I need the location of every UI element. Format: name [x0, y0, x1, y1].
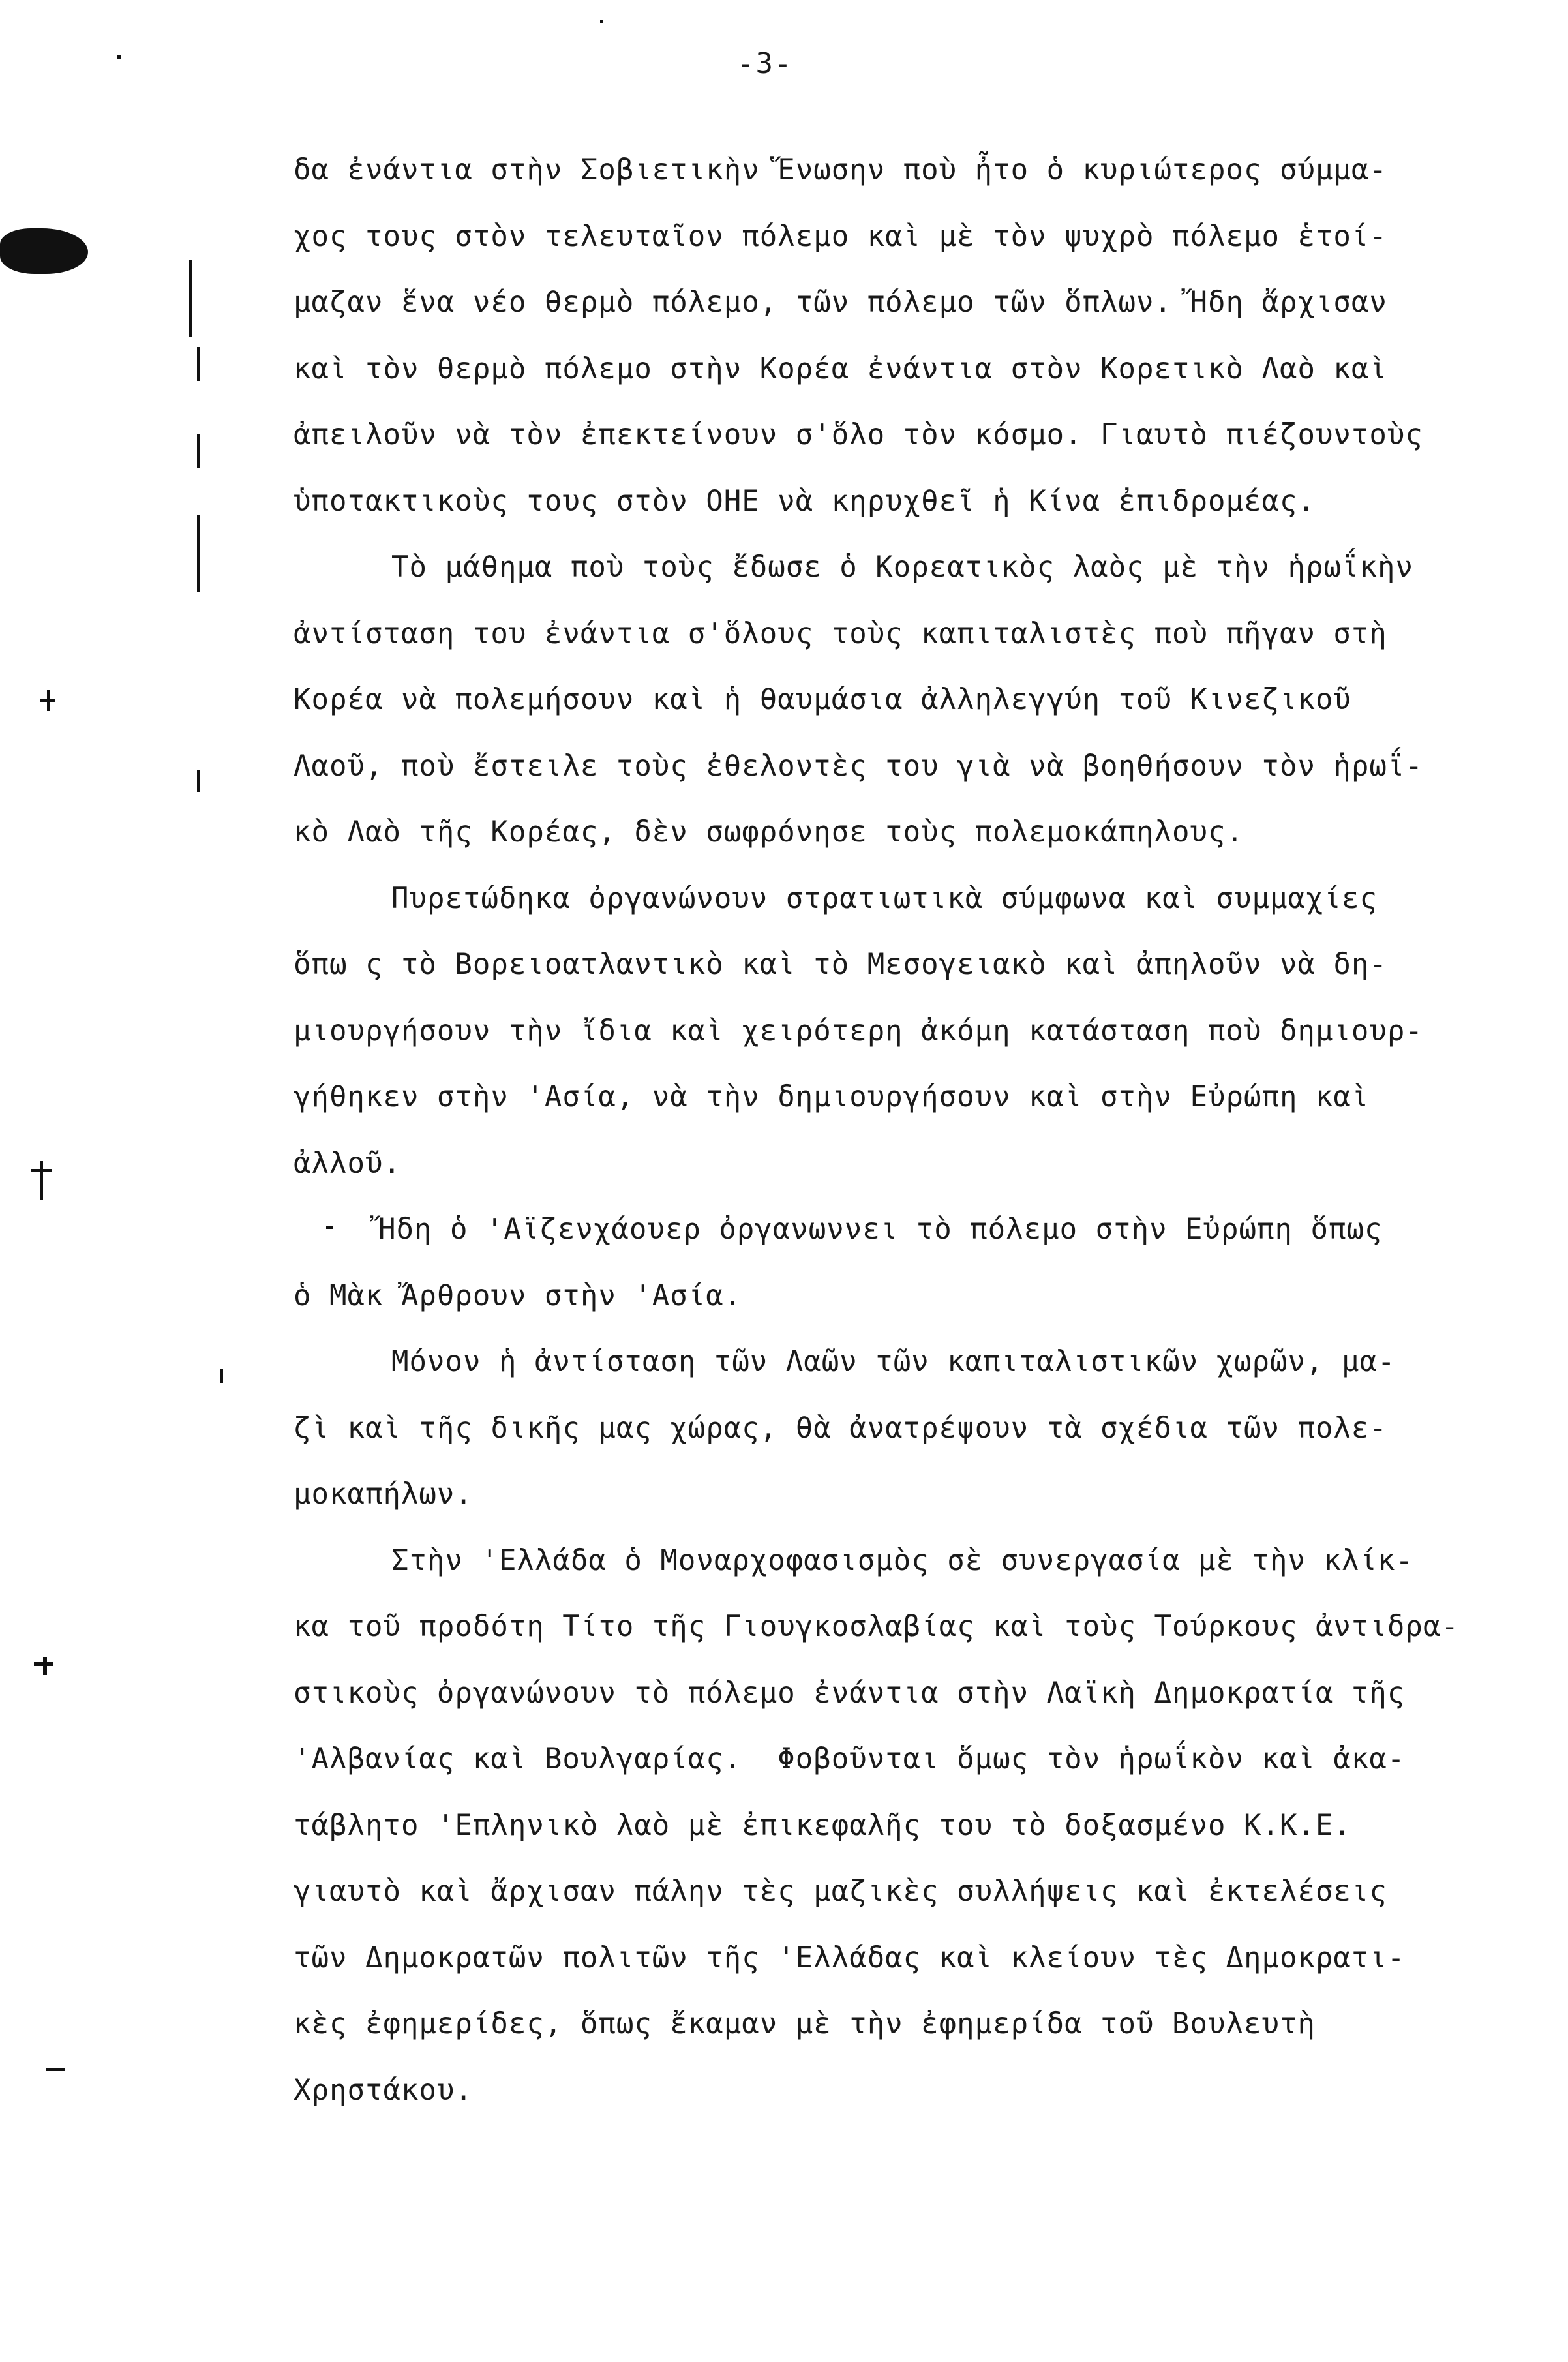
text-line: κὲς ἐφημερίδες, ὅπως ἔκαμαν μὲ τὴν ἐφημερίδα τοῦ Βουλευτὴ [294, 2007, 1316, 2040]
text-line: ζὶ καὶ τῆς δικῆς μας χώρας, θὰ ἀνατρέψουν τὰ σχέδια τῶν πολε- [294, 1411, 1387, 1445]
text-line: 'Αλβανίας καὶ Βουλγαρίας. Φοβοῦνται ὅμως τὸν ἡρωΐκὸν καὶ ἀκα- [294, 1742, 1406, 1776]
text-line: ἀντίσταση του ἐνάντια σ'ὅλους τοὺς καπιταλιστὲς ποὺ πῆγαν στὴ [294, 616, 1387, 650]
text-line: ὑποτακτικοὺς τους στὸν ΟΗΕ νὰ κηρυχθεῖ ἡ Κίνα ἐπιδρομέας. [294, 484, 1316, 518]
margin-tick [117, 55, 121, 59]
text-line: ὅπω ς τὸ Βορειοατλαντικὸ καὶ τὸ Μεσογειακὸ καὶ ἀπηλοῦν νὰ δη- [294, 948, 1387, 981]
text-line: στικοὺς ὀργανώνουν τὸ πόλεμο ἐνάντια στὴν Λαϊκὴ Δημοκρατία τῆς [294, 1676, 1406, 1710]
text-line: ἀπειλοῦν νὰ τὸν ἐπεκτείνουν σ'ὅλο τὸν κόσμο. Γιαυτὸ πιέζουντοὺς [294, 418, 1423, 451]
text-line: Πυρετώδηκα ὀργανώνουν στρατιωτικὰ σύμφωνα καὶ συμμαχίες [391, 881, 1378, 915]
text-line: γιαυτὸ καὶ ἄρχισαν πάλην τὲς μαζικὲς συλλήψεις καὶ ἐκτελέσεις [294, 1875, 1387, 1908]
text-line: Κορέα νὰ πολεμήσουν καὶ ἡ θαυμάσια ἀλληλεγγύη τοῦ Κινεζικοῦ [294, 683, 1351, 716]
text-line: Τὸ μάθημα ποὺ τοὺς ἔδωσε ὁ Κορεατικὸς λαὸς μὲ τὴν ἡρωΐκὴν [391, 551, 1413, 584]
margin-line [189, 260, 192, 337]
text-line: τάβλητο 'Επληνικὸ λαὸ μὲ ἐπικεφαλῆς του τὸ δοξασμένο Κ.Κ.Ε. [294, 1808, 1351, 1842]
text-line: χος τους στὸν τελευταῖον πόλεμο καὶ μὲ τὸν ψυχρὸ πόλεμο ἑτοί- [294, 219, 1387, 253]
margin-line [197, 515, 200, 592]
margin-tick [43, 1657, 47, 1675]
text-line: καὶ τὸν θερμὸ πόλεμο στὴν Κορέα ἐνάντια στὸν Κορετικὸ Λαὸ καὶ [294, 352, 1387, 386]
text-line: ἀλλοῦ. [294, 1146, 401, 1180]
margin-tick [47, 690, 50, 711]
page-number: -3- [737, 47, 793, 80]
margin-tick [40, 1161, 43, 1200]
text-line: μαζαν ἕνα νέο θερμὸ πόλεμο, τῶν πόλεμο τῶν ὅπλων. Ἤδη ἄρχισαν [294, 286, 1387, 319]
margin-line [197, 770, 200, 792]
text-line: μιουργήσουν τὴν ἴδια καὶ χειρότερη ἀκόμη κατάσταση ποὺ δημιουρ- [294, 1014, 1423, 1048]
margin-tick [46, 2068, 65, 2071]
text-line: Στὴν 'Ελλάδα ὁ Μοναρχοφασισμὸς σὲ συνεργασία μὲ τὴν κλίκ- [391, 1543, 1413, 1577]
margin-tick [220, 1369, 223, 1383]
text-line: κα τοῦ προδότη Τίτο τῆς Γιουγκοσλαβίας καὶ τοὺς Τούρκους ἀντιδρα- [294, 1610, 1459, 1643]
text-line: κὸ Λαὸ τῆς Κορέας, δὲν σωφρόνησε τοὺς πολεμοκάπηλους. [294, 815, 1244, 849]
body-text [294, 137, 1526, 2123]
text-line: μοκαπήλων. [294, 1477, 473, 1511]
text-line: τῶν Δημοκρατῶν πολιτῶν τῆς 'Ελλάδας καὶ κλείουν τὲς Δημοκρατι- [294, 1941, 1406, 1975]
text-line: ὁ Μὰκ Ἄρθρουν στὴν 'Ασία. [294, 1279, 742, 1312]
text-line: δα ἐνάντια στὴν Σοβιετικὴν Ἕνωσην ποὺ ἦτο ὁ κυριώτερος σύμμα- [294, 153, 1387, 187]
margin-line [197, 347, 200, 381]
text-line: Ἤδη ὁ 'Αϊζενχάουερ ὀργανωννει τὸ πόλεμο στὴν Εὐρώπη ὅπως [378, 1213, 1383, 1246]
text-line: γήθηκεν στὴν 'Ασία, νὰ τὴν δημιουργήσουν καὶ στὴν Εὐρώπη καὶ [294, 1080, 1370, 1113]
text-line: Μόνον ἡ ἀντίσταση τῶν Λαῶν τῶν καπιταλιστικῶν χωρῶν, μα- [391, 1345, 1396, 1378]
margin-line [197, 434, 200, 468]
text-line: Χρηστάκου. [294, 2073, 473, 2107]
text-line: Λαοῦ, ποὺ ἔστειλε τοὺς ἐθελοντὲς του γιὰ νὰ βοηθήσουν τὸν ἡρωΐ- [294, 749, 1423, 783]
margin-tick [600, 20, 603, 23]
ink-blot [0, 228, 88, 274]
